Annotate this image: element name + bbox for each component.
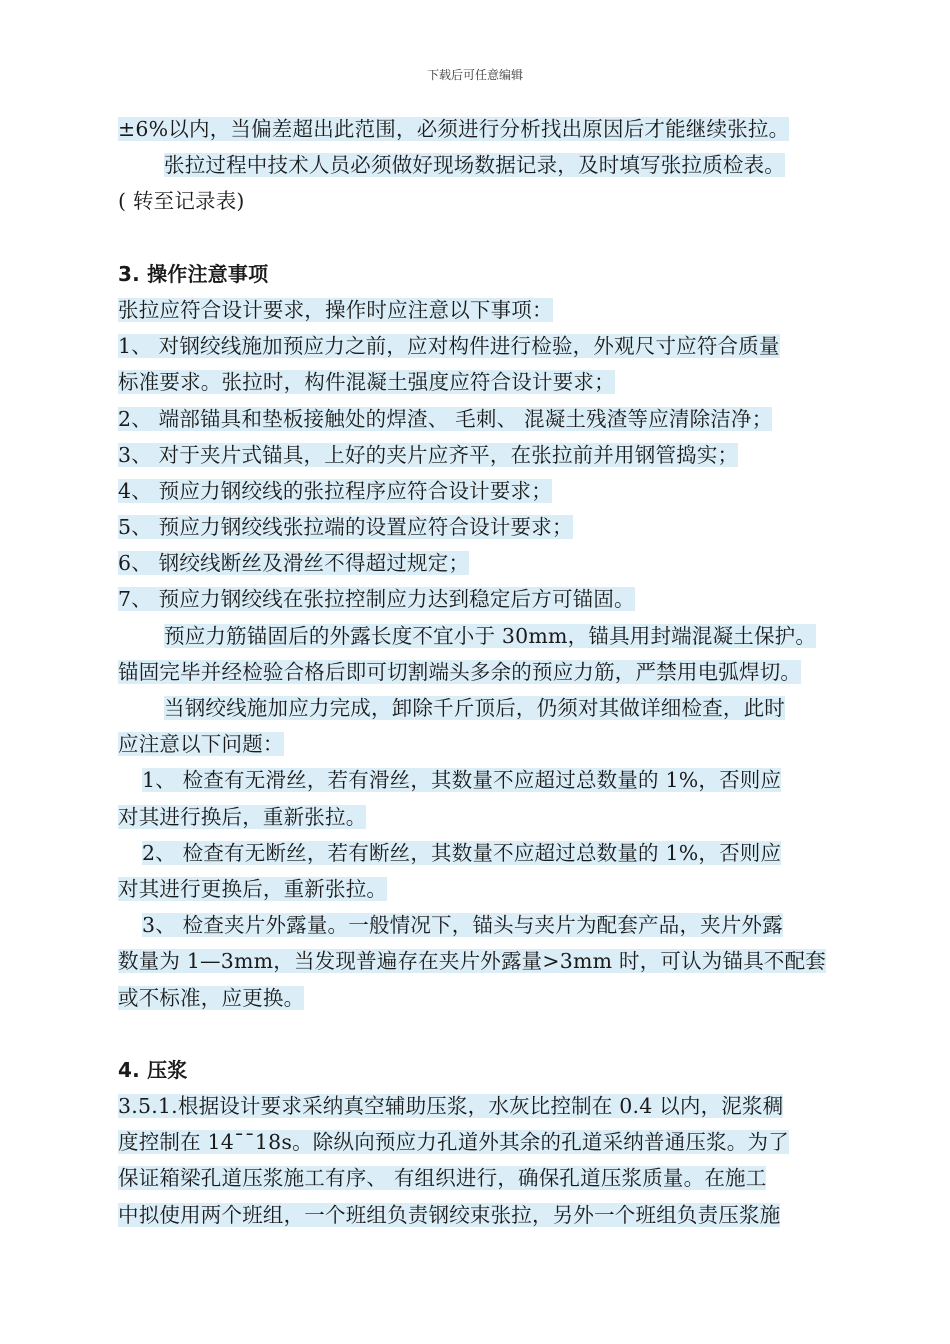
text-line [118,618,878,654]
line-text: 4. 压浆 [118,1057,188,1082]
line-text: 3. 操作注意事项 [118,261,269,286]
line-text: 张拉应符合设计要求，操作时应注意以下事项： [118,297,553,322]
text-line [118,1160,878,1196]
text-line [118,509,878,545]
line-text: ( 转至记录表) [118,189,245,214]
line-text: 或不标准，应更换。 [118,985,305,1010]
text-line [118,799,878,835]
line-text: ±6%以内，当偏差超出此范围，必须进行分析找出原因后才能继续张拉。 [118,117,790,141]
line-text: 保证箱梁孔道压浆施工有序、 有组织进行，确保孔道压浆质量。在施工 [118,1166,767,1191]
line-text: 度控制在 14¯¯18s。除纵向预应力孔道外其余的孔道采纳普通压浆。为了 [118,1130,789,1155]
line-text: 2、 端部锚具和垫板接触处的焊渣、 毛刺、 混凝土残渣等应清除洁净； [118,406,773,431]
blank-line [118,220,878,256]
text-line [118,835,878,871]
line-text: 3、 对于夹片式锚具，上好的夹片应齐平，在张拉前并用钢管捣实； [118,442,739,467]
line-text: 对其进行换后，重新张拉。 [118,804,367,829]
line-text: 应注意以下问题： [118,732,284,757]
text-line [118,980,878,1016]
text-line [118,111,878,147]
line-text: 3、 检查夹片外露量。一般情况下，锚头与夹片为配套产品，夹片外露 [142,913,783,938]
line-text: 4、 预应力钢绞线的张拉程序应符合设计要求； [118,478,552,503]
section-heading [118,256,878,292]
line-text: 锚固完毕并经检验合格后即可切割端头多余的预应力筋，严禁用电弧焊切。 [118,659,802,684]
text-line [118,726,878,762]
text-line [118,943,878,979]
text-line [118,690,878,726]
line-text: 1、 检查有无滑丝，若有滑丝，其数量不应超过总数量的 1%，否则应 [142,768,782,793]
text-line [118,907,878,943]
blank-line [118,1016,878,1052]
text-line [118,292,878,328]
text-line [118,581,878,617]
text-line [118,762,878,798]
line-text: 标准要求。张拉时，构件混凝土强度应符合设计要求； [118,370,615,395]
text-line [118,183,878,219]
text-line [118,147,878,183]
text-line [118,1197,878,1233]
section-heading [118,1052,878,1088]
line-text: 当钢绞线施加应力完成，卸除千斤顶后，仍须对其做详细检查，此时 [164,696,785,720]
text-line [118,364,878,400]
line-text: 数量为 1—3mm，当发现普遍存在夹片外露量>3mm 时，可认为锚具不配套 [118,949,826,974]
text-line [118,871,878,907]
text-line [118,328,878,364]
line-text: 1、 对钢绞线施加预应力之前，应对构件进行检验，外观尺寸应符合质量 [118,334,780,359]
line-text: 6、 钢绞线断丝及滑丝不得超过规定； [118,551,470,576]
text-line [118,1088,878,1124]
line-text: 2、 检查有无断丝，若有断丝，其数量不应超过总数量的 1%，否则应 [142,840,782,865]
text-line [118,654,878,690]
text-line [118,1124,878,1160]
document-body [118,111,878,1233]
line-text: 对其进行更换后，重新张拉。 [118,876,388,901]
line-text: 预应力筋锚固后的外露长度不宜小于 30mm，锚具用封端混凝土保护。 [164,623,817,648]
line-text: 张拉过程中技术人员必须做好现场数据记录，及时填写张拉质检表。 [164,153,785,178]
text-line [118,545,878,581]
page-header: 下载后可任意编辑 [426,68,523,82]
text-line [118,437,878,473]
line-text: 7、 预应力钢绞线在张拉控制应力达到稳定后方可锚固。 [118,587,635,612]
line-text: 中拟使用两个班组，一个班组负责钢绞束张拉，另外一个班组负责压浆施 [118,1202,781,1227]
text-line [118,401,878,437]
text-line [118,473,878,509]
line-text: 5、 预应力钢绞线张拉端的设置应符合设计要求； [118,515,573,540]
line-text: 3.5.1.根据设计要求采纳真空辅助压浆，水灰比控制在 0.4 以内，泥浆稠 [118,1094,784,1119]
